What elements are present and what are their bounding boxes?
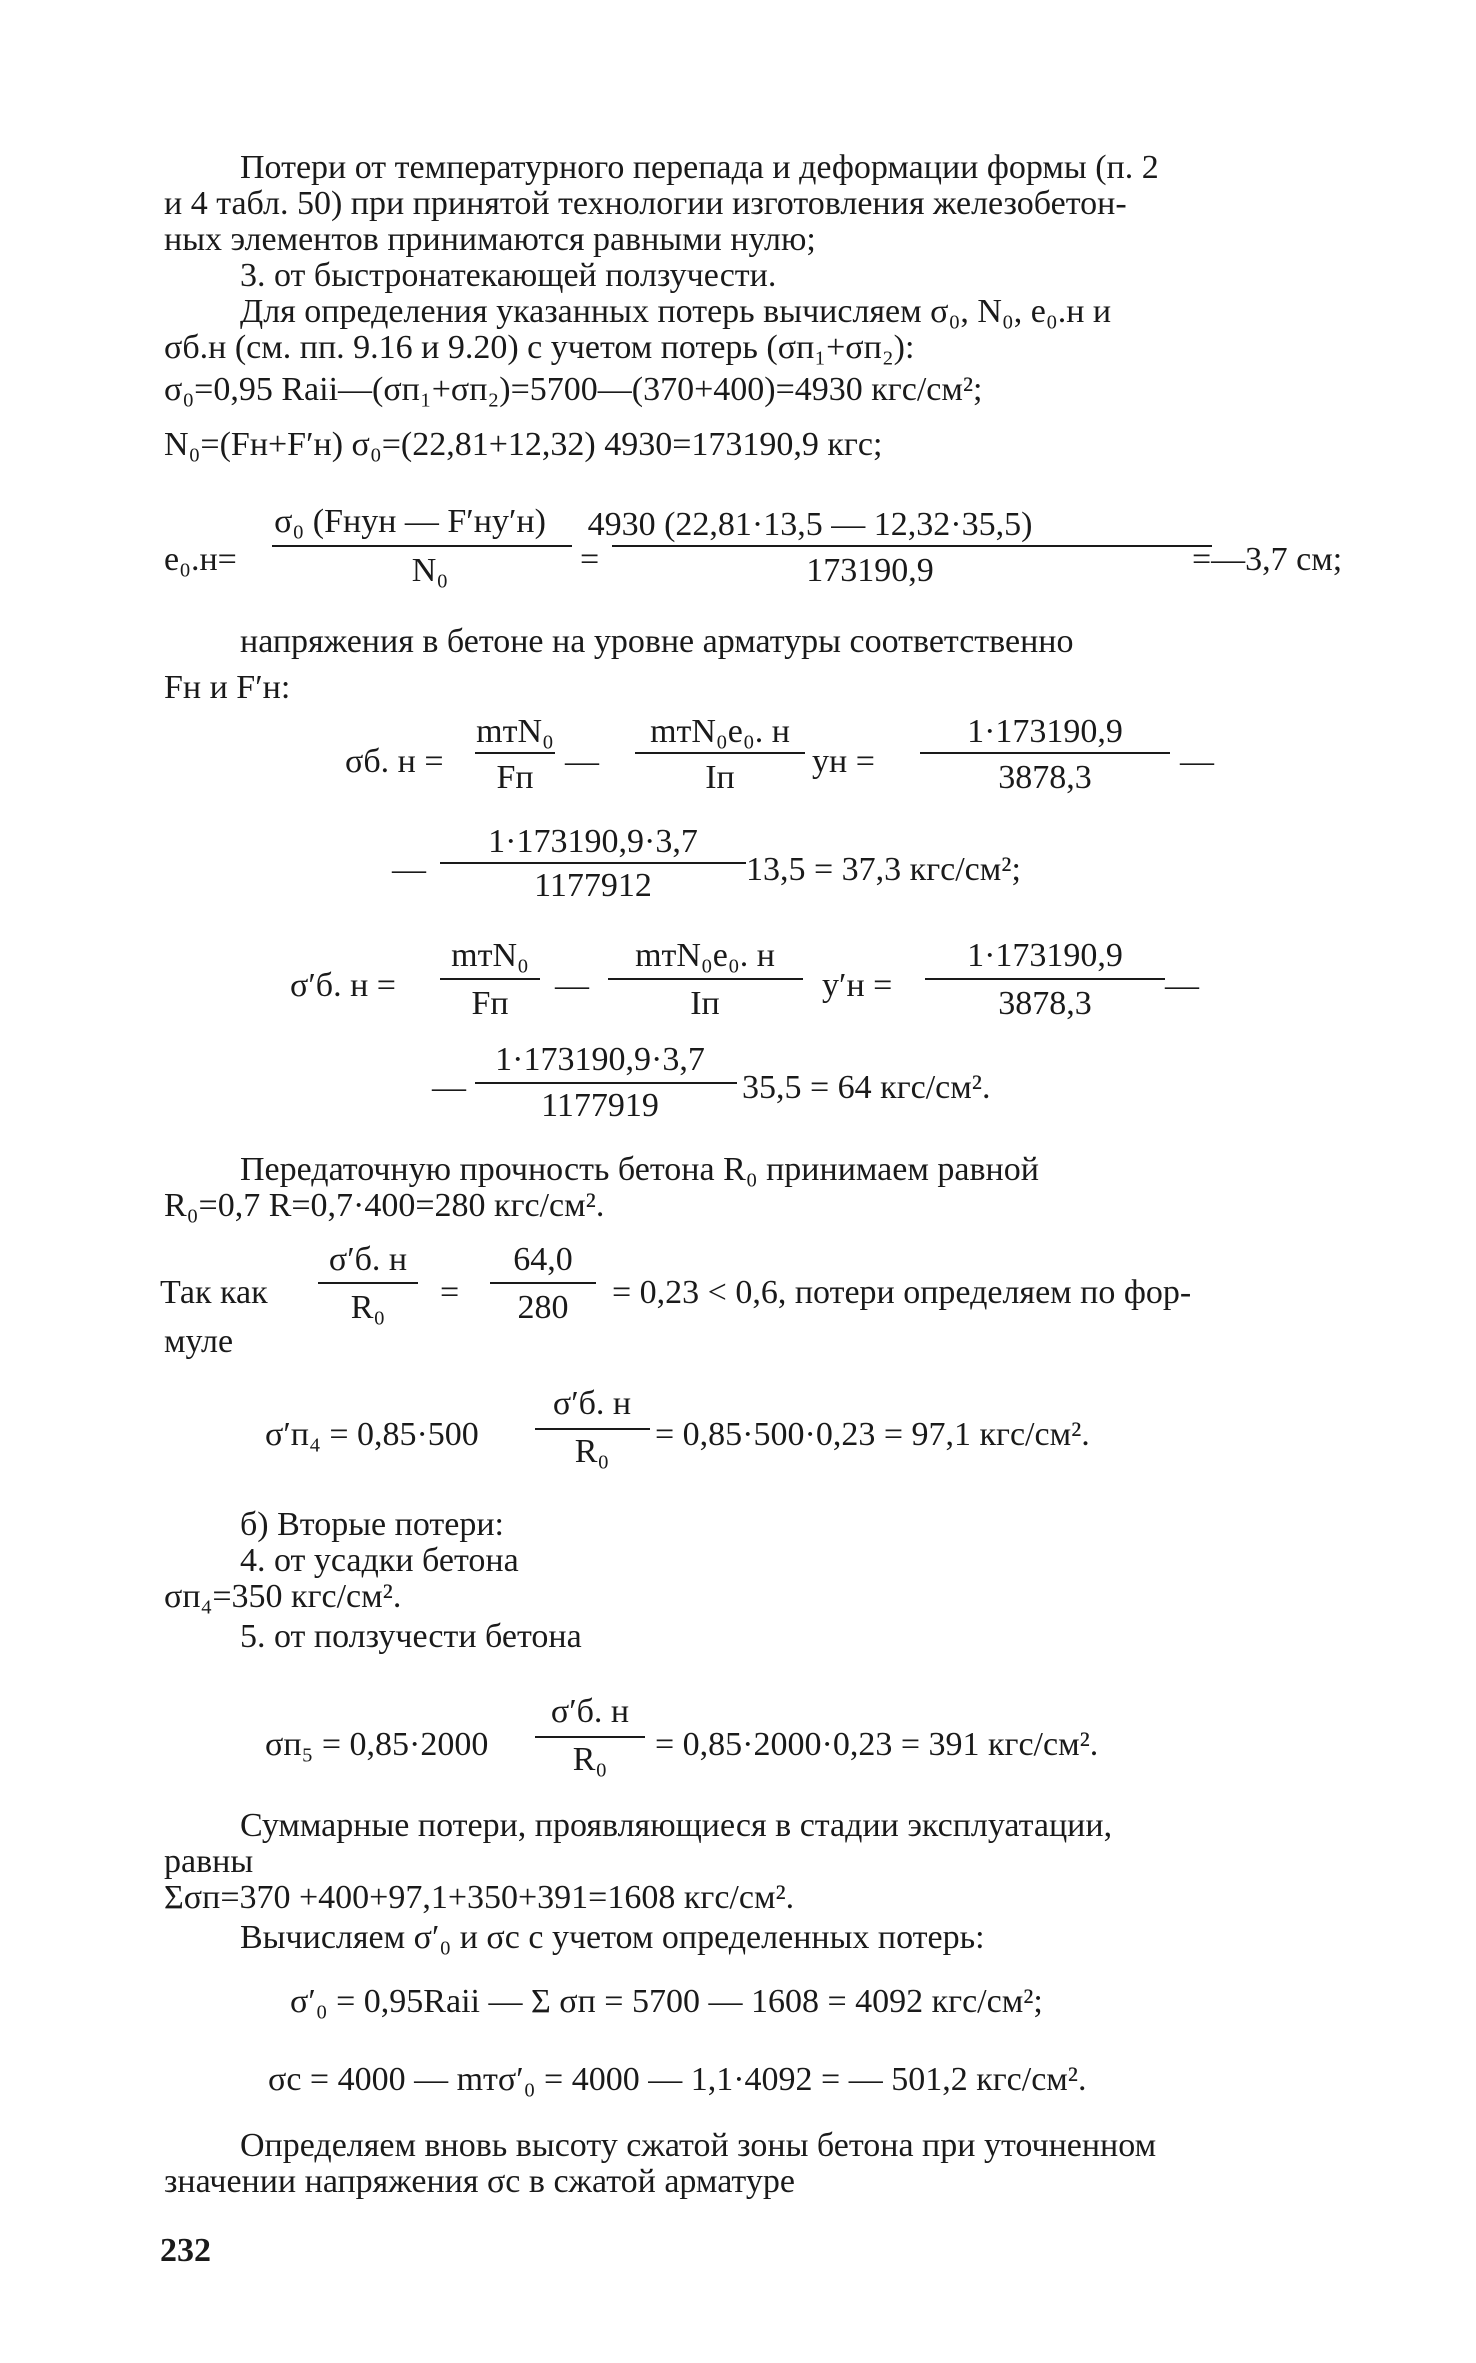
fraction-denominator: R₀ — [350, 1289, 386, 1326]
fraction-denominator: 3878,3 — [998, 759, 1092, 796]
formula-lhs: σ′п₄ = 0,85·500 — [265, 1416, 479, 1453]
text-line: муле — [164, 1323, 234, 1360]
fraction-bar — [535, 1428, 650, 1430]
text-line: б) Вторые потери: — [240, 1506, 504, 1543]
formula-minus: — — [392, 851, 426, 888]
formula-rhs: =—3,7 см; — [1192, 541, 1343, 578]
text-line: равны — [164, 1843, 254, 1880]
fraction-numerator: mтN₀e₀. н — [650, 713, 790, 750]
fraction-denominator: R₀ — [572, 1741, 608, 1778]
fraction-denominator: 280 — [517, 1289, 569, 1326]
text-line: 4. от усадки бетона — [240, 1542, 519, 1579]
text-line: значении напряжения σс в сжатой арматуре — [164, 2163, 795, 2200]
formula-minus: — — [1180, 743, 1214, 780]
fraction-bar — [272, 545, 572, 547]
fraction-denominator: Iп — [690, 985, 720, 1022]
formula-rhs: = 0,85·2000·0,23 = 391 кгс/см². — [655, 1726, 1099, 1763]
fraction-bar — [440, 862, 746, 864]
formula-equals: = — [440, 1274, 460, 1311]
formula-rhs: 13,5 = 37,3 кгс/см²; — [746, 851, 1021, 888]
fraction-numerator: 1·173190,9 — [967, 937, 1123, 974]
fraction-numerator: 64,0 — [513, 1241, 573, 1278]
text-line: Передаточную прочность бетона R₀ принимаем равной — [240, 1151, 1039, 1188]
fraction-bar — [535, 1736, 645, 1738]
fraction-numerator: mтN₀ — [451, 937, 529, 974]
formula-rhs: = 0,85·500·0,23 = 97,1 кгс/см². — [655, 1416, 1090, 1453]
formula-text: y′н = — [822, 967, 893, 1004]
fraction-denominator: 3878,3 — [998, 985, 1092, 1022]
fraction-bar — [475, 752, 555, 754]
fraction-bar — [920, 752, 1170, 754]
text-line: напряжения в бетоне на уровне арматуры соответственно — [240, 623, 1074, 660]
fraction-numerator: mтN₀ — [476, 713, 554, 750]
fraction-denominator: Iп — [705, 759, 735, 796]
fraction-bar — [612, 545, 1212, 547]
text-line: σб.н (см. пп. 9.16 и 9.20) с учетом потерь (σп₁+σп₂): — [164, 329, 915, 366]
fraction-numerator: σ′б. н — [550, 1693, 630, 1730]
fraction-numerator: mтN₀e₀. н — [635, 937, 775, 974]
text-line: 3. от быстронатекающей ползучести. — [240, 257, 777, 294]
formula-minus: — — [1165, 967, 1199, 1004]
formula: σ′₀ = 0,95Raii — Σ σп = 5700 — 1608 = 4092 кгс/см²; — [290, 1983, 1043, 2020]
formula-lhs: e₀.н= — [164, 541, 237, 578]
formula: N₀=(Fн+F′н) σ₀=(22,81+12,32) 4930=173190,9 кгс; — [164, 426, 883, 463]
fraction-bar — [318, 1282, 418, 1284]
fraction-denominator: 1177919 — [541, 1087, 659, 1124]
formula-text: yн = — [812, 743, 875, 780]
text-line: = 0,23 < 0,6, потери определяем по фор- — [612, 1274, 1192, 1311]
fraction-bar — [475, 1082, 737, 1084]
fraction-bar — [490, 1282, 596, 1284]
text-line: Так как — [160, 1274, 268, 1311]
formula-lhs: σп₅ = 0,85·2000 — [265, 1726, 489, 1763]
formula-rhs: 35,5 = 64 кгс/см². — [742, 1069, 991, 1106]
formula-lhs: σ′б. н = — [290, 967, 396, 1004]
fraction-denominator: R₀ — [574, 1433, 610, 1470]
fraction-bar — [635, 752, 805, 754]
formula-equals: = — [580, 541, 600, 578]
fraction-denominator: Fп — [496, 759, 534, 796]
formula: Σσп=370 +400+97,1+350+391=1608 кгс/см². — [164, 1879, 795, 1916]
page-number: 232 — [160, 2232, 211, 2269]
formula-lhs: σб. н = — [345, 743, 444, 780]
formula: σс = 4000 — mтσ′₀ = 4000 — 1,1·4092 = — 501,2 кгс/см². — [268, 2061, 1087, 2098]
fraction-bar — [925, 978, 1165, 980]
fraction-denominator: 1177912 — [534, 867, 652, 904]
text-line: R₀=0,7 R=0,7·400=280 кгс/см². — [164, 1187, 605, 1224]
fraction-numerator: 1·173190,9 — [967, 713, 1123, 750]
text-line: ных элементов принимаются равными нулю; — [164, 221, 816, 258]
fraction-numerator: σ′б. н — [328, 1241, 408, 1278]
fraction-numerator: 1·173190,9·3,7 — [488, 823, 698, 860]
text-line: Для определения указанных потерь вычисляем σ₀, N₀, e₀.н и — [240, 293, 1112, 330]
formula-minus: — — [432, 1069, 466, 1106]
fraction-bar — [440, 978, 540, 980]
fraction-numerator: σ′б. н — [552, 1385, 632, 1422]
text-line: Fн и F′н: — [164, 669, 291, 706]
text-line: Потери от температурного перепада и деформации формы (п. 2 — [240, 149, 1159, 186]
fraction-numerator: 1·173190,9·3,7 — [495, 1041, 705, 1078]
fraction-denominator: 173190,9 — [806, 552, 934, 589]
fraction-denominator: N₀ — [411, 552, 449, 589]
fraction-numerator: σ₀ (Fнyн — F′нy′н) — [274, 503, 546, 540]
text-line: и 4 табл. 50) при принятой технологии изготовления железобетон- — [164, 185, 1127, 222]
fraction-numerator: 4930 (22,81·13,5 — 12,32·35,5) — [587, 506, 1033, 543]
formula: σ₀=0,95 Rаii—(σп₁+σп₂)=5700—(370+400)=4930 кгс/см²; — [164, 371, 983, 408]
text-line: Суммарные потери, проявляющиеся в стадии эксплуатации, — [240, 1807, 1113, 1844]
text-line: Определяем вновь высоту сжатой зоны бетона при уточненном — [240, 2127, 1157, 2164]
fraction-bar — [608, 978, 803, 980]
text-line: 5. от ползучести бетона — [240, 1618, 582, 1655]
text-line: σп₄=350 кгс/см². — [164, 1578, 402, 1615]
formula-minus: — — [555, 967, 589, 1004]
formula-minus: — — [565, 743, 599, 780]
text-line: Вычисляем σ′₀ и σс с учетом определенных потерь: — [240, 1919, 985, 1956]
fraction-denominator: Fп — [471, 985, 509, 1022]
